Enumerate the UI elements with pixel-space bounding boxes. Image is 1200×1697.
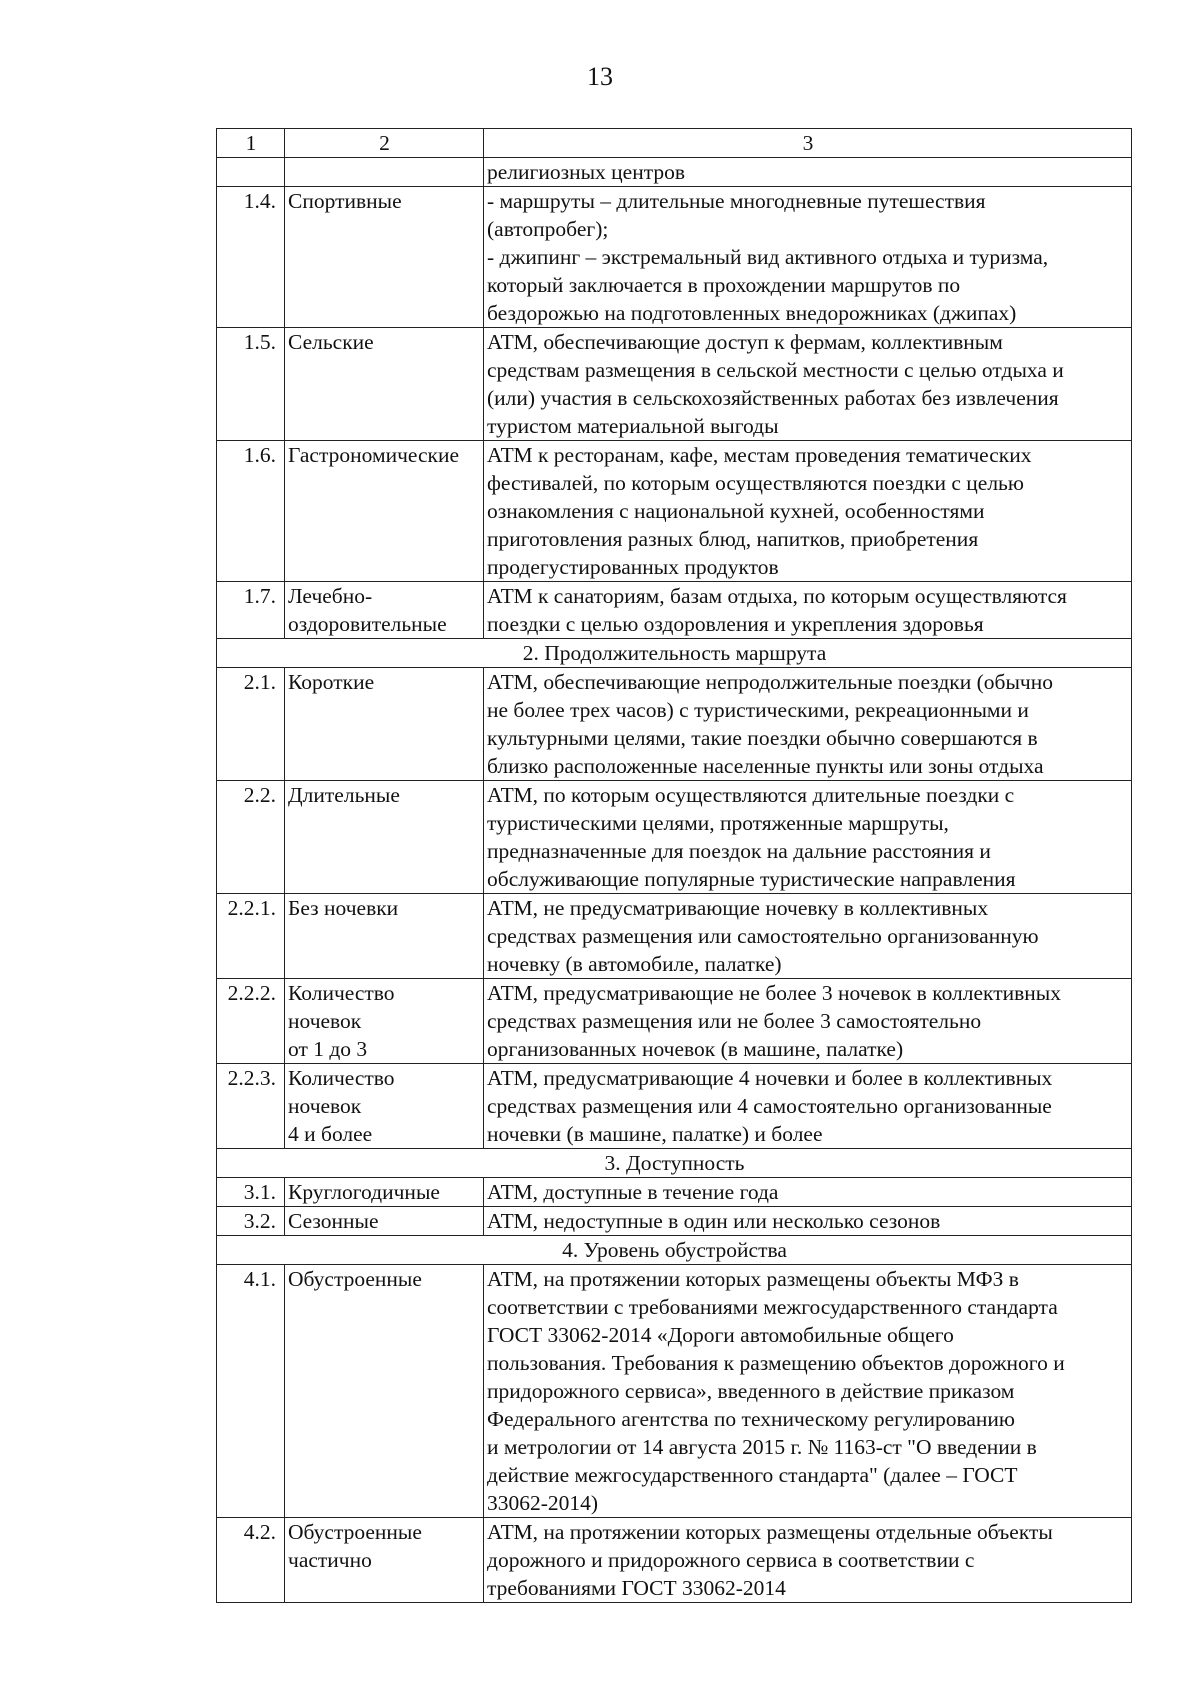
row-number: 2.1. <box>217 668 285 781</box>
description-line: ГОСТ 33062-2014 «Дороги автомобильные общего <box>487 1323 954 1347</box>
table-row <box>217 1518 1132 1603</box>
description-line: средствах размещения или не более 3 самостоятельно <box>487 1009 982 1033</box>
table-row <box>217 894 1132 979</box>
name-line: Длительные <box>288 783 400 807</box>
name-line: Гастрономические <box>288 443 460 467</box>
description-line: АТМ, предусматривающие 4 ночевки и более в коллективных <box>487 1066 1053 1090</box>
page-number: 13 <box>587 62 613 91</box>
table-row <box>217 187 1132 328</box>
name-line: ночевок <box>288 1094 362 1118</box>
description-line: близко расположенные населенные пункты или зоны отдыха <box>487 754 1044 778</box>
row-name <box>285 1518 484 1603</box>
name-line: Без ночевки <box>288 896 399 920</box>
section-row <box>217 639 1132 668</box>
header-col-3: 3 <box>484 129 1132 158</box>
name-line: Лечебно- <box>288 584 373 608</box>
description-line: который заключается в прохождении маршрутов по <box>487 273 961 297</box>
description-line: обслуживающие популярные туристические направления <box>487 867 1016 891</box>
row-description <box>484 158 1132 187</box>
row-description <box>484 187 1132 328</box>
description-line: туристическими целями, протяженные маршруты, <box>487 811 949 835</box>
row-name <box>285 668 484 781</box>
description-line: и метрологии от 14 августа 2015 г. № 1163-ст "О введении в <box>487 1435 1037 1459</box>
name-line: Сезонные <box>288 1209 379 1233</box>
description-line: (автопробег); <box>487 217 609 241</box>
row-number: 1.5. <box>217 328 285 441</box>
row-name <box>285 328 484 441</box>
name-line: Количество <box>288 981 395 1005</box>
description-line: 33062-2014) <box>487 1491 599 1515</box>
description-line: АТМ, на протяжении которых размещены отдельные объекты <box>487 1520 1053 1544</box>
description-line: - маршруты – длительные многодневные путешествия <box>487 189 986 213</box>
row-number: 4.1. <box>217 1265 285 1518</box>
header-col-1: 1 <box>217 129 285 158</box>
row-description <box>484 668 1132 781</box>
name-line: 4 и более <box>288 1122 373 1146</box>
classification-table <box>216 128 1132 1603</box>
description-line: АТМ, доступные в течение года <box>487 1180 779 1204</box>
row-name <box>285 582 484 639</box>
description-line: АТМ к ресторанам, кафе, местам проведения тематических <box>487 443 1032 467</box>
row-description <box>484 582 1132 639</box>
row-description <box>484 1064 1132 1149</box>
section-title: 2. Продолжительность маршрута <box>217 639 1132 668</box>
table-row <box>217 1064 1132 1149</box>
name-line: от 1 до 3 <box>288 1037 368 1061</box>
row-description <box>484 894 1132 979</box>
row-name <box>285 979 484 1064</box>
description-line: - джипинг – экстремальный вид активного отдыха и туризма, <box>487 245 1049 269</box>
description-line: действие межгосударственного стандарта" (далее – ГОСТ <box>487 1463 1018 1487</box>
description-line: приготовления разных блюд, напитков, приобретения <box>487 527 979 551</box>
row-number: 1.4. <box>217 187 285 328</box>
description-line: средствам размещения в сельской местности с целью отдыха и <box>487 358 1064 382</box>
header-col-2: 2 <box>285 129 484 158</box>
description-line: пользования. Требования к размещению объектов дорожного и <box>487 1351 1065 1375</box>
description-line: средствах размещения или самостоятельно организованную <box>487 924 1039 948</box>
row-name <box>285 894 484 979</box>
description-line: требованиями ГОСТ 33062-2014 <box>487 1576 786 1600</box>
description-line: АТМ, по которым осуществляются длительные поездки с <box>487 783 1015 807</box>
row-name <box>285 187 484 328</box>
row-number: 2.2.2. <box>217 979 285 1064</box>
row-number: 3.1. <box>217 1178 285 1207</box>
description-line: (или) участия в сельскохозяйственных работах без извлечения <box>487 386 1059 410</box>
section-title: 4. Уровень обустройства <box>217 1236 1132 1265</box>
row-number: 3.2. <box>217 1207 285 1236</box>
name-line: Сельские <box>288 330 374 354</box>
row-description <box>484 328 1132 441</box>
table-row <box>217 328 1132 441</box>
section-row <box>217 1149 1132 1178</box>
name-line: Спортивные <box>288 189 402 213</box>
row-number: 2.2. <box>217 781 285 894</box>
description-line: АТМ, на протяжении которых размещены объекты МФЗ в <box>487 1267 1019 1291</box>
continuation-row <box>217 158 1132 187</box>
description-line: не более трех часов) с туристическими, рекреационными и <box>487 698 1029 722</box>
row-name <box>285 1178 484 1207</box>
description-line: придорожного сервиса», введенного в действие приказом <box>487 1379 1015 1403</box>
row-name <box>285 781 484 894</box>
table-row <box>217 1207 1132 1236</box>
row-name <box>285 1207 484 1236</box>
name-line: оздоровительные <box>288 612 447 636</box>
table-row <box>217 441 1132 582</box>
description-line: бездорожью на подготовленных внедорожниках (джипах) <box>487 301 1017 325</box>
row-name <box>285 1064 484 1149</box>
description-line: дорожного и придорожного сервиса в соответствии с <box>487 1548 975 1572</box>
name-line: Обустроенные <box>288 1520 422 1544</box>
description-line: соответствии с требованиями межгосударственного стандарта <box>487 1295 1058 1319</box>
row-description <box>484 1518 1132 1603</box>
name-line: Количество <box>288 1066 395 1090</box>
description-line: туристом материальной выгоды <box>487 414 779 438</box>
description-line: АТМ, обеспечивающие непродолжительные поездки (обычно <box>487 670 1053 694</box>
description-line: АТМ, не предусматривающие ночевку в коллективных <box>487 896 989 920</box>
row-number: 2.2.1. <box>217 894 285 979</box>
description-line: Федерального агентства по техническому регулированию <box>487 1407 1015 1431</box>
name-line: Круглогодичные <box>288 1180 440 1204</box>
row-description <box>484 1178 1132 1207</box>
description-line: ознакомления с национальной кухней, особенностями <box>487 499 985 523</box>
description-line: продегустированных продуктов <box>487 555 779 579</box>
description-line: фестивалей, по которым осуществляются поездки с целью <box>487 471 1024 495</box>
section-row <box>217 1236 1132 1265</box>
table-body <box>217 129 1132 1603</box>
description-line: предназначенные для поездок на дальние расстояния и <box>487 839 991 863</box>
row-description <box>484 781 1132 894</box>
row-number <box>217 158 285 187</box>
name-line: Короткие <box>288 670 375 694</box>
row-name <box>285 441 484 582</box>
table-row <box>217 1265 1132 1518</box>
section-title: 3. Доступность <box>217 1149 1132 1178</box>
description-line: ночевку (в автомобиле, палатке) <box>487 952 782 976</box>
description-line: ночевки (в машине, палатке) и более <box>487 1122 823 1146</box>
row-name <box>285 158 484 187</box>
table-row <box>217 979 1132 1064</box>
row-description <box>484 979 1132 1064</box>
row-description <box>484 1207 1132 1236</box>
description-line: АТМ, предусматривающие не более 3 ночевок в коллективных <box>487 981 1061 1005</box>
description-line: АТМ, недоступные в один или несколько сезонов <box>487 1209 941 1233</box>
row-description <box>484 441 1132 582</box>
description-line: поездки с целью оздоровления и укрепления здоровья <box>487 612 984 636</box>
table-row <box>217 781 1132 894</box>
table-header-row <box>217 129 1132 158</box>
row-number: 1.7. <box>217 582 285 639</box>
description-line: АТМ к санаториям, базам отдыха, по которым осуществляются <box>487 584 1067 608</box>
row-description <box>484 1265 1132 1518</box>
name-line: частично <box>288 1548 372 1572</box>
row-number: 1.6. <box>217 441 285 582</box>
description-line: религиозных центров <box>487 160 686 184</box>
description-line: культурными целями, такие поездки обычно совершаются в <box>487 726 1038 750</box>
row-number: 4.2. <box>217 1518 285 1603</box>
table-row <box>217 668 1132 781</box>
description-line: средствах размещения или 4 самостоятельно организованные <box>487 1094 1052 1118</box>
name-line: Обустроенные <box>288 1267 422 1291</box>
description-line: АТМ, обеспечивающие доступ к фермам, коллективным <box>487 330 1003 354</box>
table-row <box>217 1178 1132 1207</box>
description-line: организованных ночевок (в машине, палатке) <box>487 1037 904 1061</box>
table-row <box>217 582 1132 639</box>
row-name <box>285 1265 484 1518</box>
name-line: ночевок <box>288 1009 362 1033</box>
row-number: 2.2.3. <box>217 1064 285 1149</box>
